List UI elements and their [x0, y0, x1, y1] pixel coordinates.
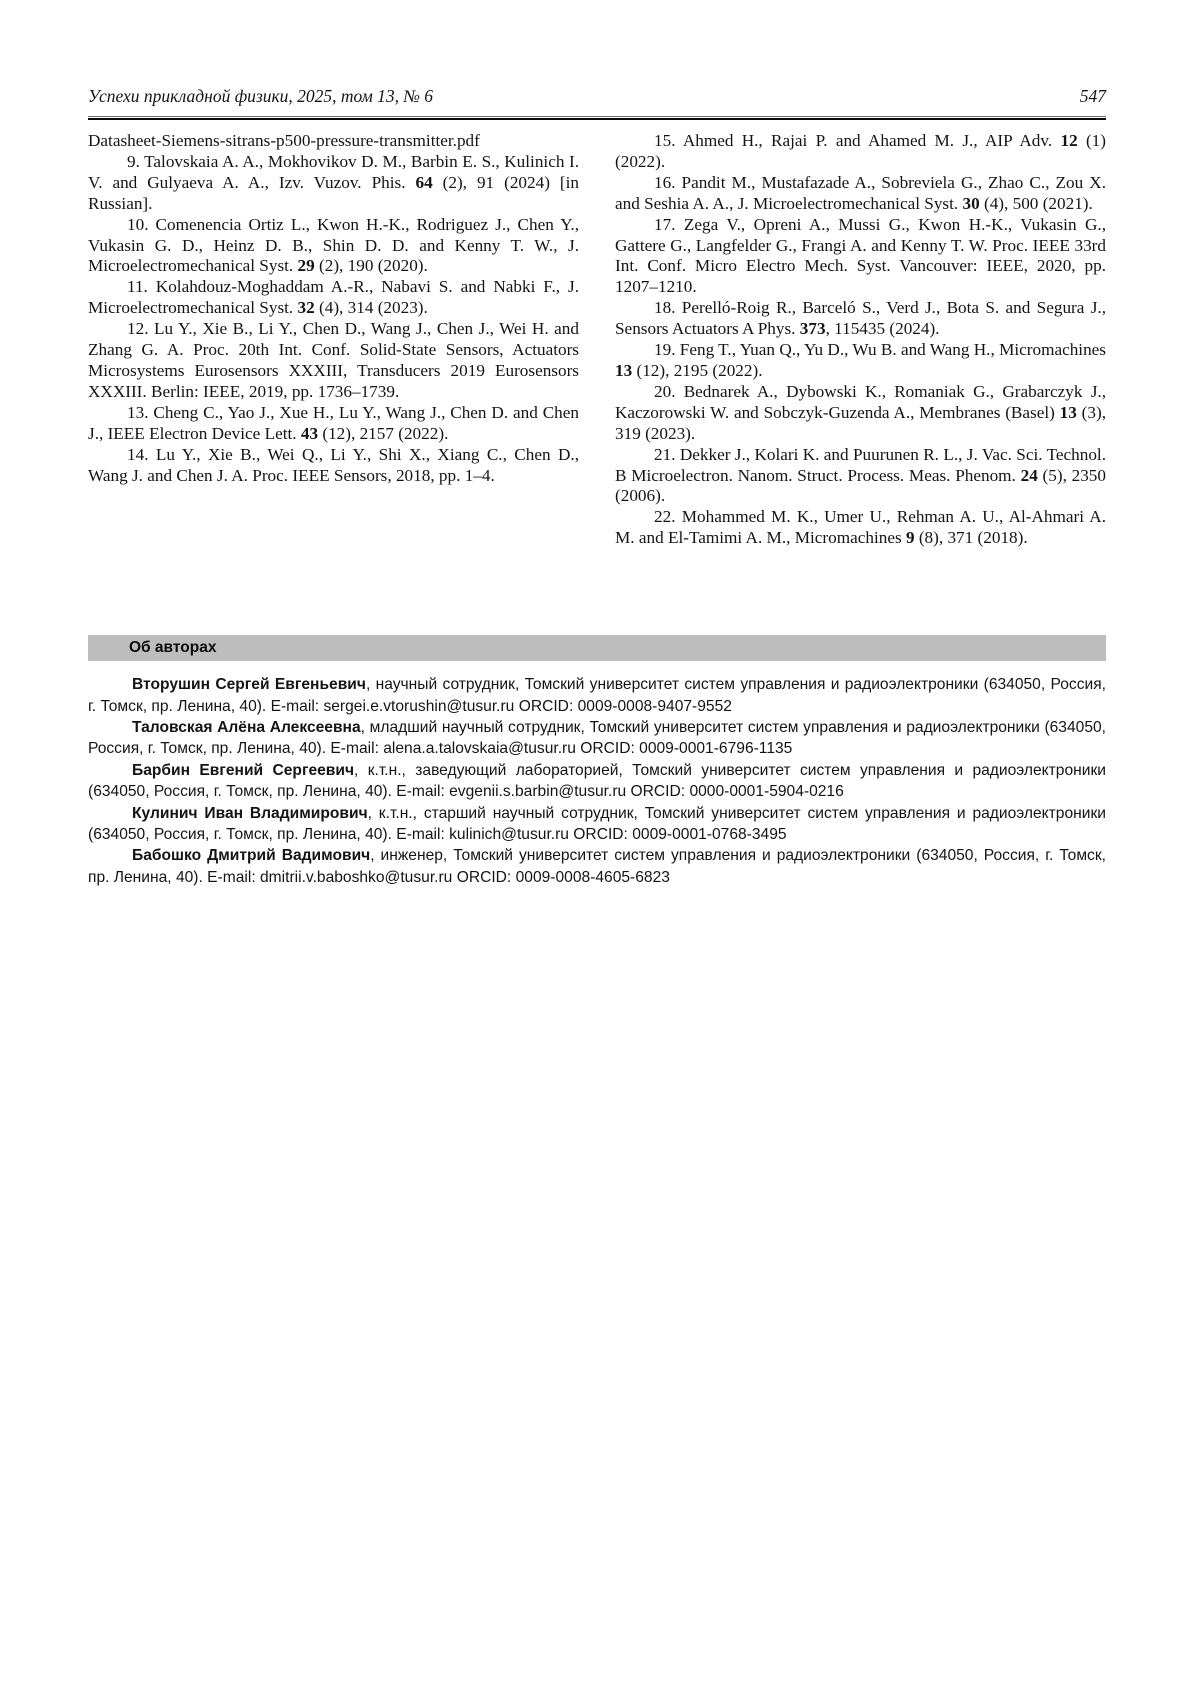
author-name: Барбин Евгений Сергеевич — [132, 761, 355, 779]
references-column-left — [88, 131, 579, 549]
author-name: Вторушин Сергей Евгеньевич — [132, 676, 366, 694]
about-authors-body — [88, 674, 1106, 888]
reference-volume-number: 30 — [962, 193, 980, 213]
author-entry — [88, 717, 1106, 760]
reference-text: 19. Feng T., Yuan Q., Yu D., Wu B. and Wang H., Micromachines — [654, 340, 1106, 360]
reference-volume-number: 13 — [1059, 402, 1077, 422]
author-entry — [88, 803, 1106, 846]
author-details: , к.т.н., заведующий лабораторией, Томский университет систем управления и радиоэлектроники (634050, Россия, г. Томск, пр. Ленина, 40). E-mail: evgenii.s.barbin@tusur.ru ORCID: 0000-0001-5904-0216 — [88, 761, 1107, 801]
references-column-right — [615, 131, 1106, 549]
reference-text: (2), 190 (2020). — [314, 256, 428, 276]
reference-text: , 115435 (2024). — [825, 319, 940, 339]
reference-volume-number: 9 — [905, 528, 915, 548]
page-content — [88, 86, 1106, 888]
author-entry — [88, 760, 1106, 803]
reference-volume-number: 32 — [297, 298, 315, 318]
reference-item — [88, 131, 579, 152]
reference-volume-number: 24 — [1020, 465, 1038, 485]
reference-text: 10. Comenencia Ortiz L., Kwon H.-K., Rodriguez J., Chen Y., Vukasin G. D., Heinz D. B., Shin D. D. and Kenny T. W., J. Microelectromechanical Syst. — [88, 214, 579, 276]
reference-item — [88, 152, 579, 215]
author-entry — [88, 845, 1106, 888]
reference-text: (2), 91 (2024) [in Russian]. — [88, 172, 579, 213]
page-number: 547 — [1079, 86, 1106, 106]
author-details: , младший научный сотрудник, Томский университет систем управления и радиоэлектроники (634050, Россия, г. Томск, пр. Ленина, 40). E-mail: alena.a.talovskaia@tusur.ru ORCID: 0009-0001-6796-1135 — [88, 718, 1107, 758]
about-authors-title: Об авторах — [129, 639, 217, 657]
page-header — [88, 86, 1106, 107]
reference-text: (8), 371 (2018). — [914, 528, 1028, 548]
reference-item — [615, 382, 1106, 445]
reference-text: 20. Bednarek A., Dybowski K., Romaniak G., Grabarczyk J., Kaczorowski W. and Sobczyk-Guzenda A., Membranes (Basel) — [615, 381, 1106, 422]
reference-text: Datasheet-Siemens-sitrans-p500-pressure-transmitter.pdf — [88, 131, 480, 150]
reference-item — [88, 215, 579, 278]
reference-text: (5), 2350 (2006). — [615, 465, 1106, 506]
reference-text: (4), 314 (2023). — [314, 298, 428, 318]
reference-volume-number: 12 — [1060, 131, 1078, 150]
reference-item — [615, 173, 1106, 215]
reference-text: 13. Cheng C., Yao J., Xue H., Lu Y., Wang J., Chen D. and Chen J., IEEE Electron Device Lett. — [88, 402, 579, 443]
reference-volume-number: 43 — [300, 423, 319, 443]
author-name: Кулинич Иван Владимирович — [132, 804, 368, 822]
reference-text: 12. Lu Y., Xie B., Li Y., Chen D., Wang J., Chen J., Wei H. and Zhang G. A. Proc. 20th Int. Conf. Solid-State Sensors, Actuators Microsystems Eurosensors XXXIII, Transducers 2019 Eurosensors XXXIII. Berlin: IEEE, 2019, pp. 1736–1739. — [88, 319, 579, 401]
reference-item — [615, 445, 1106, 508]
about-authors-header — [88, 635, 1106, 661]
author-name: Таловская Алёна Алексеевна — [132, 718, 361, 736]
reference-text: 22. Mohammed M. K., Umer U., Rehman A. U., Al-Ahmari A. M. and El-Tamimi A. M., Micromachines — [615, 507, 1106, 548]
reference-text: (12), 2157 (2022). — [318, 423, 449, 443]
reference-item — [615, 340, 1106, 382]
reference-volume-number: 373 — [799, 319, 826, 339]
reference-item — [88, 403, 579, 445]
reference-text: 15. Ahmed H., Rajai P. and Ahamed M. J., AIP Adv. — [654, 131, 1061, 150]
reference-item — [88, 445, 579, 487]
reference-text: 16. Pandit M., Mustafazade A., Sobreviela G., Zhao C., Zou X. and Seshia A. A., J. Microelectromechanical Syst. — [615, 172, 1106, 213]
reference-text: (4), 500 (2021). — [979, 193, 1093, 213]
author-name: Бабошко Дмитрий Вадимович — [132, 847, 371, 865]
reference-text: (1) (2022). — [615, 131, 1106, 171]
author-details: , инженер, Томский университет систем управления и радиоэлектроники (634050, Россия, г. Томск, пр. Ленина, 40). E-mail: dmitrii.v.baboshko@tusur.ru ORCID: 0009-0008-4605-6823 — [88, 847, 1107, 886]
reference-text: 17. Zega V., Opreni A., Mussi G., Kwon H.-K., Vukasin G., Gattere G., Langfelder G., Frangi A. and Kenny T. W. Proc. IEEE 33rd Int. Conf. Micro Electro Mech. Syst. Vancouver: IEEE, 2020, pp. 1207–1210. — [615, 214, 1106, 297]
references-section — [88, 131, 1106, 549]
reference-text: 21. Dekker J., Kolari K. and Puurunen R. L., J. Vac. Sci. Technol. B Microelectron. Nanom. Struct. Process. Meas. Phenom. — [615, 444, 1106, 485]
author-details: , к.т.н., старший научный сотрудник, Томский университет систем управления и радиоэлектроники (634050, Россия, г. Томск, пр. Ленина, 40). E-mail: kulinich@tusur.ru ORCID: 0009-0001-0768-3495 — [88, 804, 1106, 843]
reference-text: 14. Lu Y., Xie B., Wei Q., Li Y., Shi X., Xiang C., Chen D., Wang J. and Chen J. A. Proc. IEEE Sensors, 2018, pp. 1–4. — [88, 444, 579, 485]
author-entry — [88, 674, 1106, 717]
reference-volume-number: 13 — [615, 360, 633, 380]
reference-item — [88, 319, 579, 403]
journal-title: Успехи прикладной физики, 2025, том 13, № 6 — [88, 86, 434, 106]
reference-text: 18. Perelló-Roig R., Barceló S., Verd J., Bota S. and Segura J., Sensors Actuators A Phys. — [615, 298, 1106, 339]
reference-text: 9. Talovskaia A. A., Mokhovikov D. M., Barbin E. S., Kulinich I. V. and Gulyaeva A. A., Izv. Vuzov. Phis. — [88, 151, 579, 192]
reference-item — [88, 277, 579, 319]
reference-text: (3), 319 (2023). — [615, 402, 1106, 443]
reference-item — [615, 298, 1106, 340]
reference-text: (12), 2195 (2022). — [632, 360, 763, 380]
reference-item — [615, 131, 1106, 173]
reference-item — [615, 215, 1106, 299]
reference-volume-number: 64 — [415, 172, 433, 192]
reference-item — [615, 507, 1106, 549]
reference-text: 11. Kolahdouz-Moghaddam A.-R., Nabavi S. and Nabki F., J. Microelectromechanical Syst. — [88, 277, 579, 318]
header-rule — [88, 116, 1106, 120]
author-details: , научный сотрудник, Томский университет систем управления и радиоэлектроники (634050, Россия, г. Томск, пр. Ленина, 40). E-mail: sergei.e.vtorushin@tusur.ru ORCID: 0009-0008-9407-9552 — [88, 676, 1106, 715]
reference-volume-number: 29 — [297, 256, 315, 276]
